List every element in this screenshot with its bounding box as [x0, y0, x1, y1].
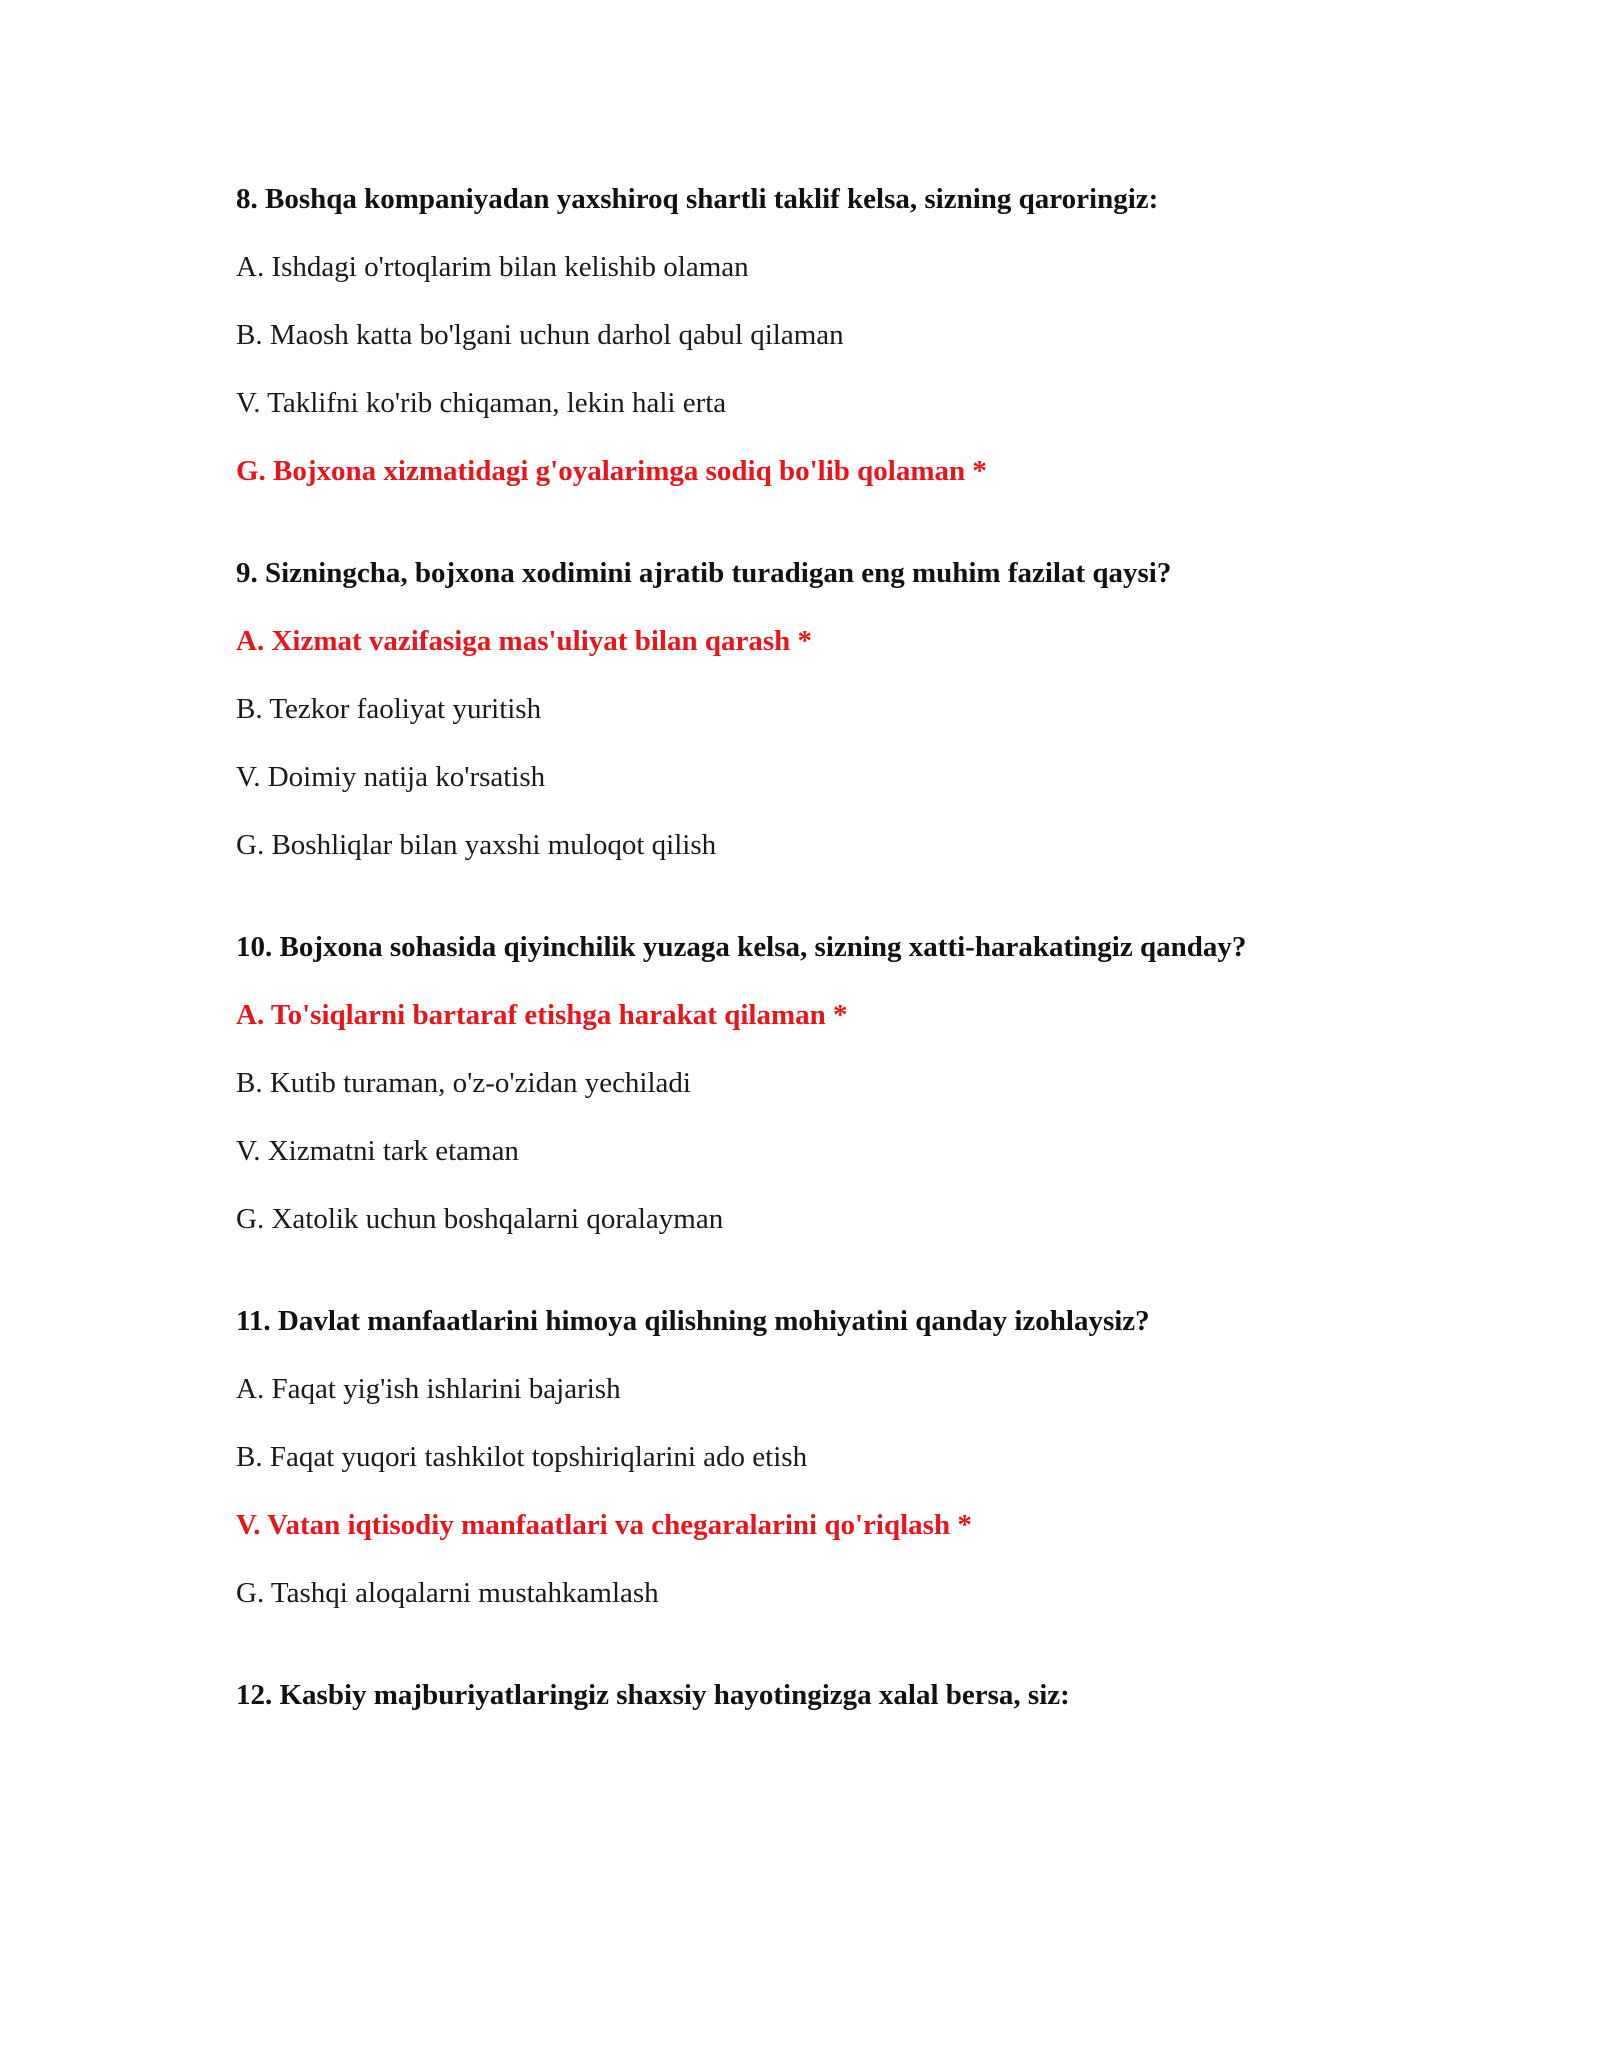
question-title: 10. Bojxona sohasida qiyinchilik yuzaga kelsa, sizning xatti-harakatingiz qanday? — [236, 931, 1247, 963]
answer-option-b: B. Kutib turaman, o'z-o'zidan yechiladi — [236, 1067, 691, 1099]
question-title: 9. Sizningcha, bojxona xodimini ajratib turadigan eng muhim fazilat qaysi? — [236, 557, 1172, 589]
question-block-10 — [236, 930, 1436, 1237]
question-title: 12. Kasbiy majburiyatlaringiz shaxsiy hayotingizga xalal bersa, siz: — [236, 1679, 1070, 1711]
answer-option-b: B. Maosh katta bo'lgani uchun darhol qabul qilaman — [236, 319, 844, 351]
answer-option-v: V. Taklifni ko'rib chiqaman, lekin hali erta — [236, 387, 727, 419]
quiz-content — [236, 182, 1436, 1713]
question-block-8 — [236, 182, 1436, 489]
answer-option-a: A. Ishdagi o'rtoqlarim bilan kelishib olaman — [236, 251, 749, 283]
question-title: 11. Davlat manfaatlarini himoya qilishning mohiyatini qanday izohlaysiz? — [236, 1305, 1150, 1337]
answer-option-g: G. Boshliqlar bilan yaxshi muloqot qilish — [236, 829, 717, 861]
answer-option-v: V. Doimiy natija ko'rsatish — [236, 761, 546, 793]
answer-option-a: A. Xizmat vazifasiga mas'uliyat bilan qarash * — [236, 625, 812, 657]
answer-option-a: A. Faqat yig'ish ishlarini bajarish — [236, 1373, 621, 1405]
answer-option-v: V. Vatan iqtisodiy manfaatlari va chegaralarini qo'riqlash * — [236, 1509, 972, 1541]
question-title: 8. Boshqa kompaniyadan yaxshiroq shartli taklif kelsa, sizning qaroringiz: — [236, 183, 1159, 215]
answer-option-b: B. Faqat yuqori tashkilot topshiriqlarini ado etish — [236, 1441, 808, 1473]
answer-option-g: G. Bojxona xizmatidagi g'oyalarimga sodiq bo'lib qolaman * — [236, 455, 987, 487]
answer-option-g: G. Xatolik uchun boshqalarni qoralayman — [236, 1203, 724, 1235]
answer-option-b: B. Tezkor faoliyat yuritish — [236, 693, 542, 725]
question-block-11 — [236, 1304, 1436, 1611]
question-block-12 — [236, 1678, 1436, 1713]
answer-option-a: A. To'siqlarni bartaraf etishga harakat qilaman * — [236, 999, 848, 1031]
question-block-9 — [236, 556, 1436, 863]
answer-option-v: V. Xizmatni tark etaman — [236, 1135, 519, 1167]
answer-option-g: G. Tashqi aloqalarni mustahkamlash — [236, 1577, 659, 1609]
